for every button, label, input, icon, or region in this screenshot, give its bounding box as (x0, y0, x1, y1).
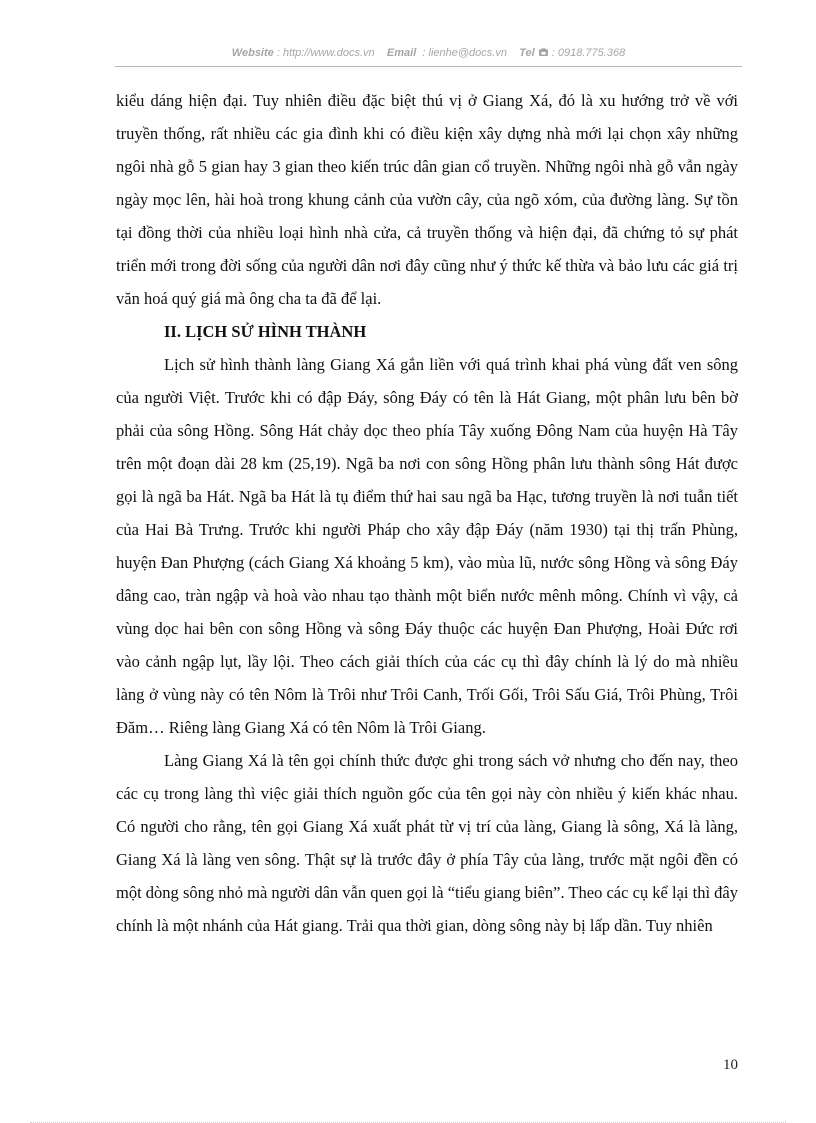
document-body (116, 84, 738, 942)
phone-icon (538, 47, 552, 59)
email-value: : lienhe@docs.vn (422, 47, 507, 59)
paragraph-name-origin: Làng Giang Xá là tên gọi chính thức được ghi trong sách vở nhưng cho đến nay, theo các cụ trong làng thì việc giải thích nguồn gốc của tên gọi này còn nhiều ý kiến khác nhau. Có người cho rằng, tên gọi Giang Xá xuất phát từ vị trí của làng, Giang là sông, Xá là làng, Giang Xá là làng ven sông. Thật sự là trước đây ở phía Tây của làng, trước mặt ngôi đền có một dòng sông nhỏ mà người dân vẫn quen gọi là “tiểu giang biên”. Theo các cụ kể lại thì đây chính là một nhánh của Hát giang. Trải qua thời gian, dòng sông này bị lấp dần. Tuy nhiên (116, 751, 738, 935)
header-divider (115, 66, 742, 67)
website-value: : http://www.docs.vn (276, 47, 375, 59)
tel-label: Tel (519, 47, 535, 59)
paragraph-house-styles: kiểu dáng hiện đại. Tuy nhiên điều đặc biệt thú vị ở Giang Xá, đó là xu hướng trở về với truyền thống, rất nhiều các gia đình khi có điều kiện xây dựng nhà mới lại chọn xây những ngôi nhà gỗ 5 gian hay 3 gian theo kiến trúc dân gian cổ truyền. Những ngôi nhà gỗ vẫn ngày ngày mọc lên, hài hoà trong khung cảnh của vườn cây, của ngõ xóm, của đường làng. Sự tồn tại đồng thời của nhiều loại hình nhà cửa, cả truyền thống và hiện đại, đã chứng tỏ sự phát triển mới trong đời sống của người dân nơi đây cũng như ý thức kế thừa và bảo lưu các giá trị văn hoá quý giá mà ông cha ta đã để lại. (116, 91, 738, 308)
page-number: 10 (723, 1057, 738, 1073)
section-heading: II. LỊCH SỬ HÌNH THÀNH (164, 322, 367, 341)
email-label: Email (386, 47, 417, 59)
paragraph-history: Lịch sử hình thành làng Giang Xá gắn liền với quá trình khai phá vùng đất ven sông của người Việt. Trước khi có đập Đáy, sông Đáy có tên là Hát Giang, một phân lưu bên bờ phải của sông Hồng. Sông Hát chảy dọc theo phía Tây xuống Đông Nam của huyện Hà Tây trên một đoạn dài 28 km (25,19). Ngã ba nơi con sông Hồng phân lưu thành sông Hát được gọi là ngã ba Hát. Ngã ba Hát là tụ điểm thứ hai sau ngã ba Hạc, tương truyền là nơi tuẫn tiết của Hai Bà Trưng. Trước khi người Pháp cho xây đập Đáy (năm 1930) tại thị trấn Phùng, huyện Đan Phượng (cách Giang Xá khoảng 5 km), vào mùa lũ, nước sông Hồng và sông Đáy dâng cao, tràn ngập và hoà vào nhau tạo thành một biển nước mênh mông. Chính vì vậy, cả vùng dọc hai bên con sông Hồng và sông Đáy thuộc các huyện Đan Phượng, Hoài Đức rơi vào cảnh ngập lụt, lầy lội. Theo cách giải thích của các cụ thì đây chính là lý do mà nhiều làng ở vùng này có tên Nôm là Trôi như Trôi Canh, Trối Gối, Trôi Sấu Giá, Trôi Phùng, Trôi Đăm… Riêng làng Giang Xá có tên Nôm là Trôi Giang. (116, 355, 738, 737)
page-header (115, 47, 742, 64)
website-label: Website (231, 47, 274, 59)
tel-value: : 0918.775.368 (551, 47, 626, 59)
